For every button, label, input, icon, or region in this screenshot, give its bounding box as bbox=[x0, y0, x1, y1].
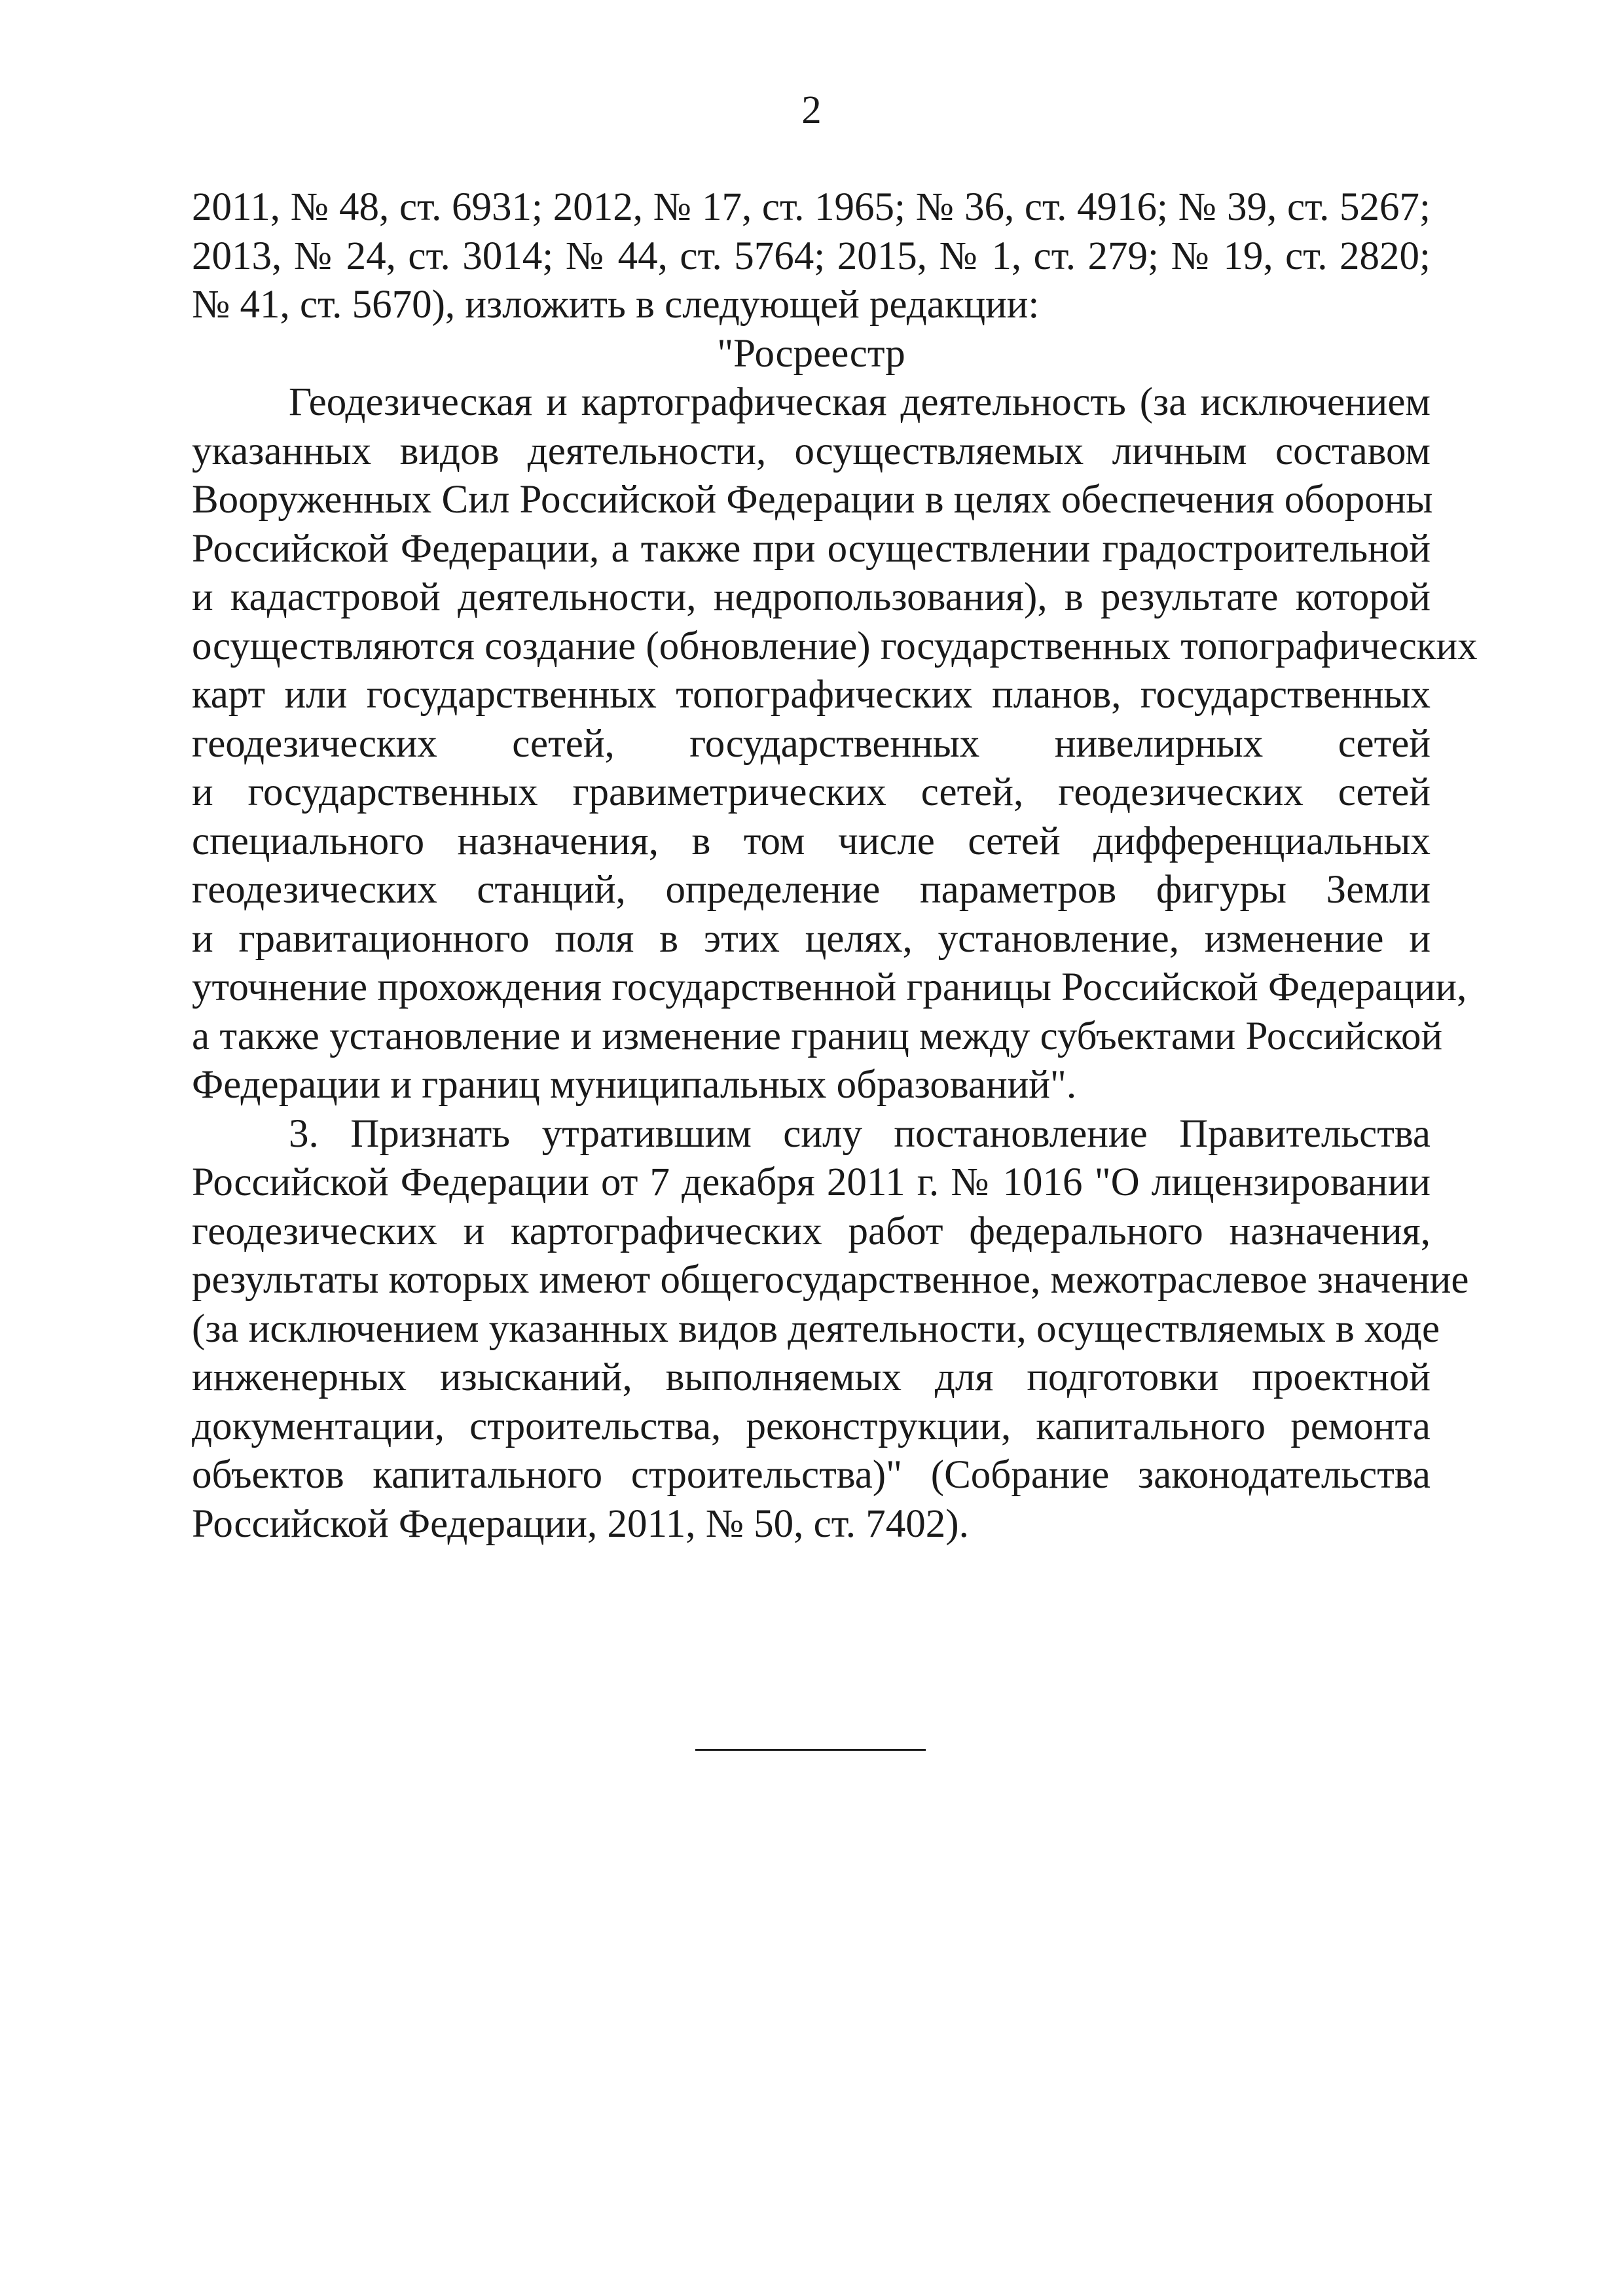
text-line: объектов капитального строительства)" (Собрание законодательства bbox=[192, 1453, 1431, 1497]
text-line: Российской Федерации от 7 декабря 2011 г. № 1016 "О лицензировании bbox=[192, 1160, 1431, 1204]
item-3-paragraph bbox=[192, 1110, 1469, 1549]
text-line: геодезических и картографических работ федерального назначения, bbox=[192, 1209, 1431, 1253]
text-line: карт или государственных топографических планов, государственных bbox=[192, 673, 1431, 717]
text-line: геодезических сетей, государственных нивелирных сетей bbox=[192, 721, 1431, 766]
text-line: 2013, № 24, ст. 3014; № 44, ст. 5764; 2015, № 1, ст. 279; № 19, ст. 2820; bbox=[192, 234, 1431, 278]
text-line: осуществляются создание (обновление) государственных топографических bbox=[192, 624, 1478, 668]
document-body bbox=[192, 183, 1478, 1549]
section-heading: "Росреестр bbox=[717, 331, 905, 376]
text-line: и гравитационного поля в этих целях, установление, изменение и bbox=[192, 916, 1431, 961]
text-line: инженерных изысканий, выполняемых для подготовки проектной bbox=[192, 1355, 1431, 1399]
text-line: Геодезическая и картографическая деятельность (за исключением bbox=[289, 380, 1431, 424]
text-line: а также установление и изменение границ между субъектами Российской bbox=[192, 1014, 1443, 1058]
text-line: Российской Федерации, 2011, № 50, ст. 7402). bbox=[192, 1501, 969, 1546]
activity-paragraph bbox=[192, 378, 1478, 1110]
text-line: специального назначения, в том числе сетей дифференциальных bbox=[192, 819, 1431, 863]
page-number: 2 bbox=[801, 88, 822, 132]
text-line: Федерации и границ муниципальных образований". bbox=[192, 1063, 1077, 1107]
text-line: Российской Федерации, а также при осуществлении градостроительной bbox=[192, 526, 1431, 571]
continuation-paragraph bbox=[192, 183, 1431, 330]
text-line: 3. Признать утратившим силу постановление Правительства bbox=[289, 1111, 1431, 1156]
text-line: № 41, ст. 5670), изложить в следующей редакции: bbox=[192, 283, 1040, 327]
end-separator-line bbox=[695, 1749, 926, 1751]
text-line: указанных видов деятельности, осуществляемых личным составом bbox=[192, 429, 1431, 473]
text-line: (за исключением указанных видов деятельности, осуществляемых в ходе bbox=[192, 1306, 1440, 1351]
text-line: и государственных гравиметрических сетей, геодезических сетей bbox=[192, 770, 1431, 814]
text-line: и кадастровой деятельности, недропользования), в результате которой bbox=[192, 575, 1431, 619]
text-line: результаты которых имеют общегосударственное, межотраслевое значение bbox=[192, 1258, 1469, 1302]
text-line: уточнение прохождения государственной границы Российской Федерации, bbox=[192, 965, 1467, 1009]
text-line: Вооруженных Сил Российской Федерации в целях обеспечения обороны bbox=[192, 478, 1433, 522]
text-line: 2011, № 48, ст. 6931; 2012, № 17, ст. 1965; № 36, ст. 4916; № 39, ст. 5267; bbox=[192, 185, 1431, 229]
text-line: документации, строительства, реконструкции, капитального ремонта bbox=[192, 1404, 1431, 1448]
text-line: геодезических станций, определение параметров фигуры Земли bbox=[192, 868, 1431, 912]
